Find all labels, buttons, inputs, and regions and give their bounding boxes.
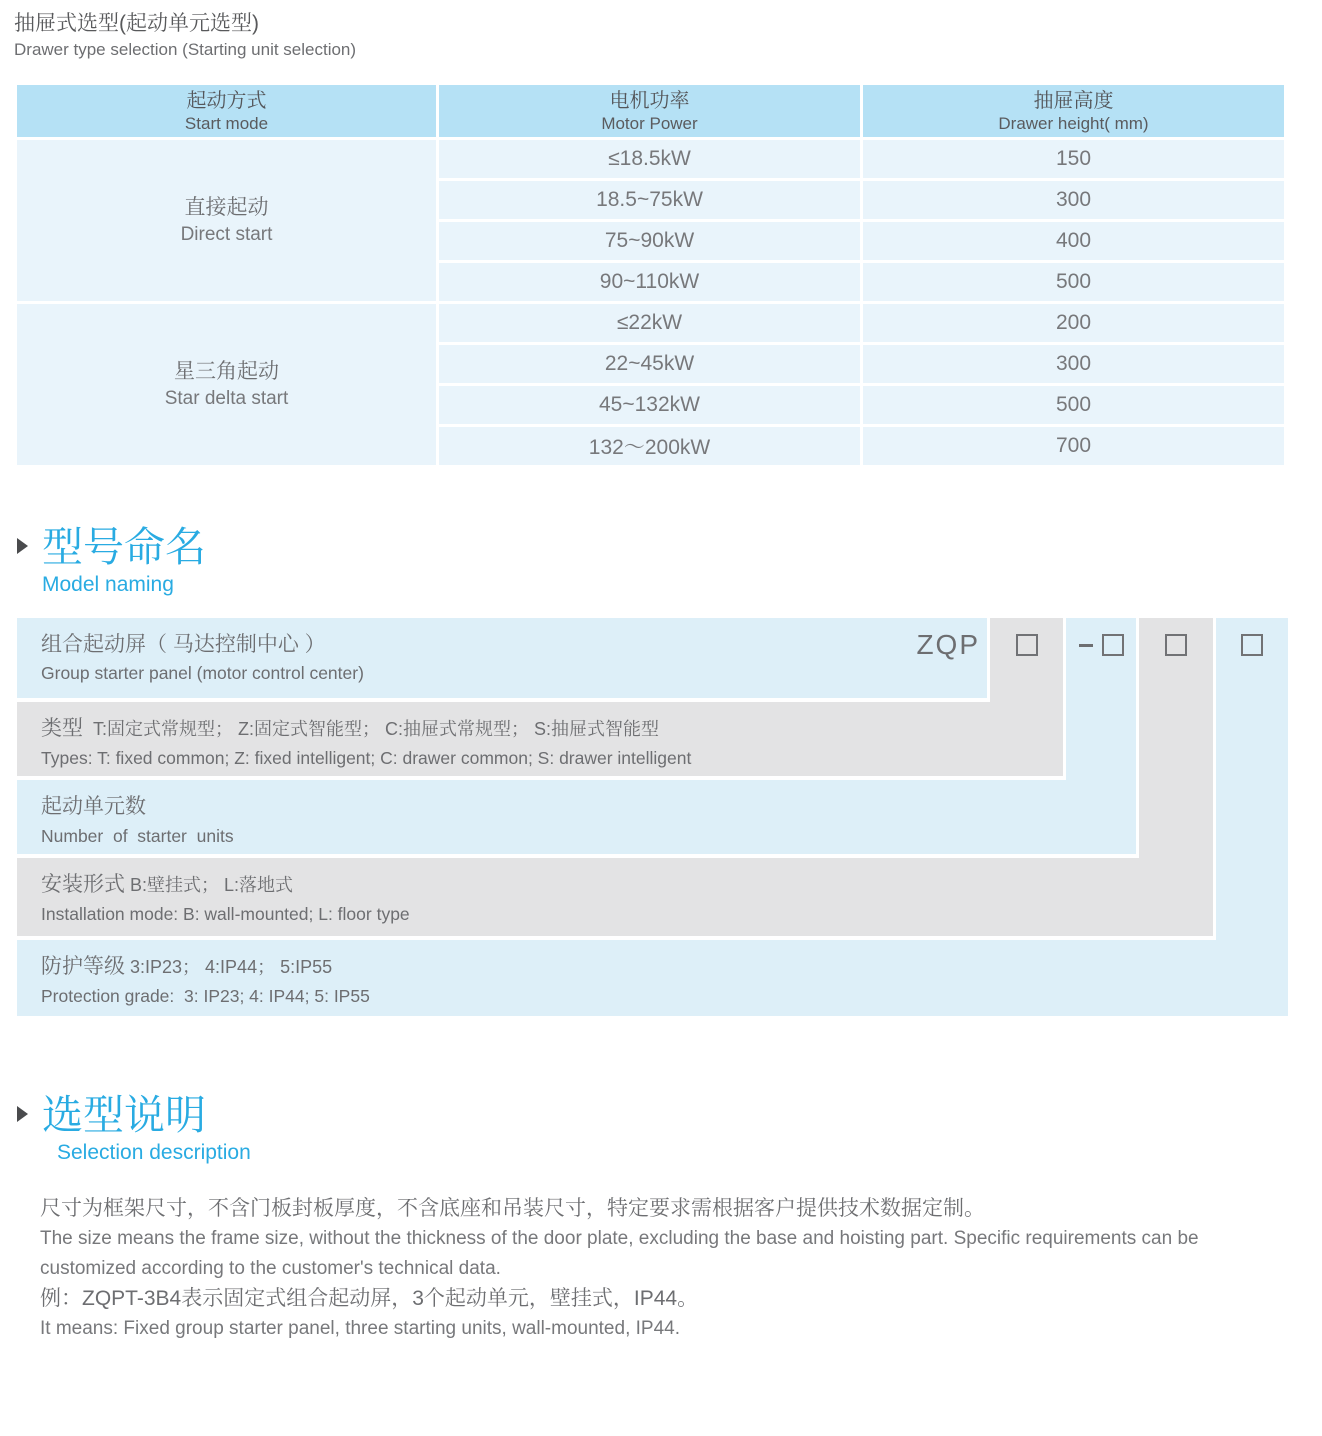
section-model-naming-en: Model naming — [42, 573, 174, 596]
description-line: 尺寸为框架尺寸，不含门板封板厚度，不含底座和吊装尺寸，特定要求需根据客户提供技术数据定制。 — [40, 1197, 985, 1220]
placeholder-box-icon — [1016, 634, 1038, 656]
table-cell-height: 300 — [863, 181, 1284, 219]
description-line: 例：ZQPT-3B4表示固定式组合起动屏，3个起动单元，壁挂式，IP44。 — [40, 1287, 699, 1310]
group-cell-star-delta-start — [17, 304, 436, 465]
header-motor-power-en: Motor Power — [601, 113, 698, 133]
drawer-selection-table — [17, 85, 1284, 465]
table-cell-height: 700 — [863, 427, 1284, 465]
table-cell-height: 400 — [863, 222, 1284, 260]
group-cell-direct-start — [17, 140, 436, 301]
naming-row-units-en: Number of starter units — [41, 826, 234, 846]
table-cell-height: 200 — [863, 304, 1284, 342]
table-cell-power: ≤22kW — [439, 304, 860, 342]
column-header-motor-power — [439, 85, 860, 137]
naming-row-installation-en: Installation mode: B: wall-mounted; L: floor type — [41, 904, 410, 924]
naming-row-installation-detail: B:壁挂式； L:落地式 — [125, 875, 294, 895]
naming-row-protection-detail: 3:IP23； 4:IP44； 5:IP55 — [125, 957, 333, 977]
table-cell-power: 132～200kW — [439, 427, 860, 465]
group-star-zh: 星三角起动 — [174, 360, 279, 383]
naming-row-installation-label: 安装形式 — [41, 873, 125, 896]
group-direct-zh: 直接起动 — [184, 196, 269, 219]
naming-row-units-label: 起动单元数 — [41, 795, 146, 818]
page-title-en: Drawer type selection (Starting unit selection) — [14, 40, 357, 59]
dash-icon — [1079, 644, 1093, 647]
naming-row-protection-zh — [41, 951, 370, 983]
naming-row-type-zh — [41, 713, 691, 745]
table-cell-power: 45~132kW — [439, 386, 860, 424]
naming-row-protection-label: 防护等级 — [41, 955, 125, 978]
column-header-start-mode — [17, 85, 436, 137]
header-drawer-height-en: Drawer height( mm) — [998, 113, 1149, 133]
header-start-mode-zh: 起动方式 — [186, 89, 267, 112]
table-cell-power: 75~90kW — [439, 222, 860, 260]
page-title-zh: 抽屉式选型(起动单元选型) — [14, 12, 259, 35]
naming-row-panel-zh: 组合起动屏（ 马达控制中心 ） — [41, 633, 326, 656]
table-cell-height: 300 — [863, 345, 1284, 383]
model-naming-diagram — [17, 618, 1288, 1016]
section-model-naming-zh: 型号命名 — [42, 524, 206, 570]
header-motor-power-zh: 电机功率 — [609, 89, 690, 112]
naming-row-type-label: 类型 — [41, 717, 83, 740]
section-selection-zh: 选型说明 — [42, 1092, 206, 1138]
header-start-mode-en: Start mode — [184, 113, 269, 133]
naming-row-installation-zh — [41, 869, 410, 901]
placeholder-box-icon — [1165, 634, 1187, 656]
model-code-prefix: ZQP — [916, 629, 980, 660]
naming-row-type — [17, 702, 1063, 776]
group-direct-en: Direct start — [180, 224, 273, 245]
naming-row-installation — [17, 858, 1213, 936]
section-selection-en: Selection description — [57, 1141, 251, 1164]
table-cell-power: ≤18.5kW — [439, 140, 860, 178]
placeholder-box-icon — [1102, 634, 1124, 656]
section-heading-selection-description — [17, 1092, 251, 1168]
placeholder-box-icon — [1241, 634, 1263, 656]
table-cell-power: 18.5~75kW — [439, 181, 860, 219]
triangle-bullet-icon — [17, 538, 28, 554]
naming-row-panel — [17, 618, 987, 698]
naming-row-protection — [17, 940, 1288, 1016]
header-drawer-height-zh: 抽屉高度 — [1033, 89, 1114, 112]
table-cell-height: 150 — [863, 140, 1284, 178]
table-cell-power: 90~110kW — [439, 263, 860, 301]
naming-row-units-zh — [41, 791, 234, 823]
naming-row-type-en: Types: T: fixed common; Z: fixed intelligent; C: drawer common; S: drawer intelligent — [41, 748, 692, 768]
naming-row-panel-en: Group starter panel (motor control center) — [41, 663, 364, 683]
description-line: customized according to the customer's technical data. — [40, 1258, 501, 1279]
page-title — [14, 10, 356, 62]
triangle-bullet-icon — [17, 1106, 28, 1122]
section-heading-model-naming — [17, 524, 206, 600]
naming-row-type-detail: T:固定式常规型； Z:固定式智能型； C:抽屉式常规型； S:抽屉式智能型 — [83, 719, 660, 739]
table-cell-height: 500 — [863, 263, 1284, 301]
description-line: It means: Fixed group starter panel, three starting units, wall-mounted, IP44. — [40, 1318, 680, 1339]
description-line: The size means the frame size, without the thickness of the door plate, excluding the base and hoisting part. Specific requirements can be — [40, 1228, 1199, 1249]
naming-row-protection-en: Protection grade: 3: IP23; 4: IP44; 5: IP55 — [41, 986, 370, 1006]
column-header-drawer-height — [863, 85, 1284, 137]
selection-description-text — [40, 1194, 1199, 1344]
naming-row-units — [17, 780, 1136, 854]
table-cell-height: 500 — [863, 386, 1284, 424]
table-cell-power: 22~45kW — [439, 345, 860, 383]
group-star-en: Star delta start — [164, 388, 289, 409]
